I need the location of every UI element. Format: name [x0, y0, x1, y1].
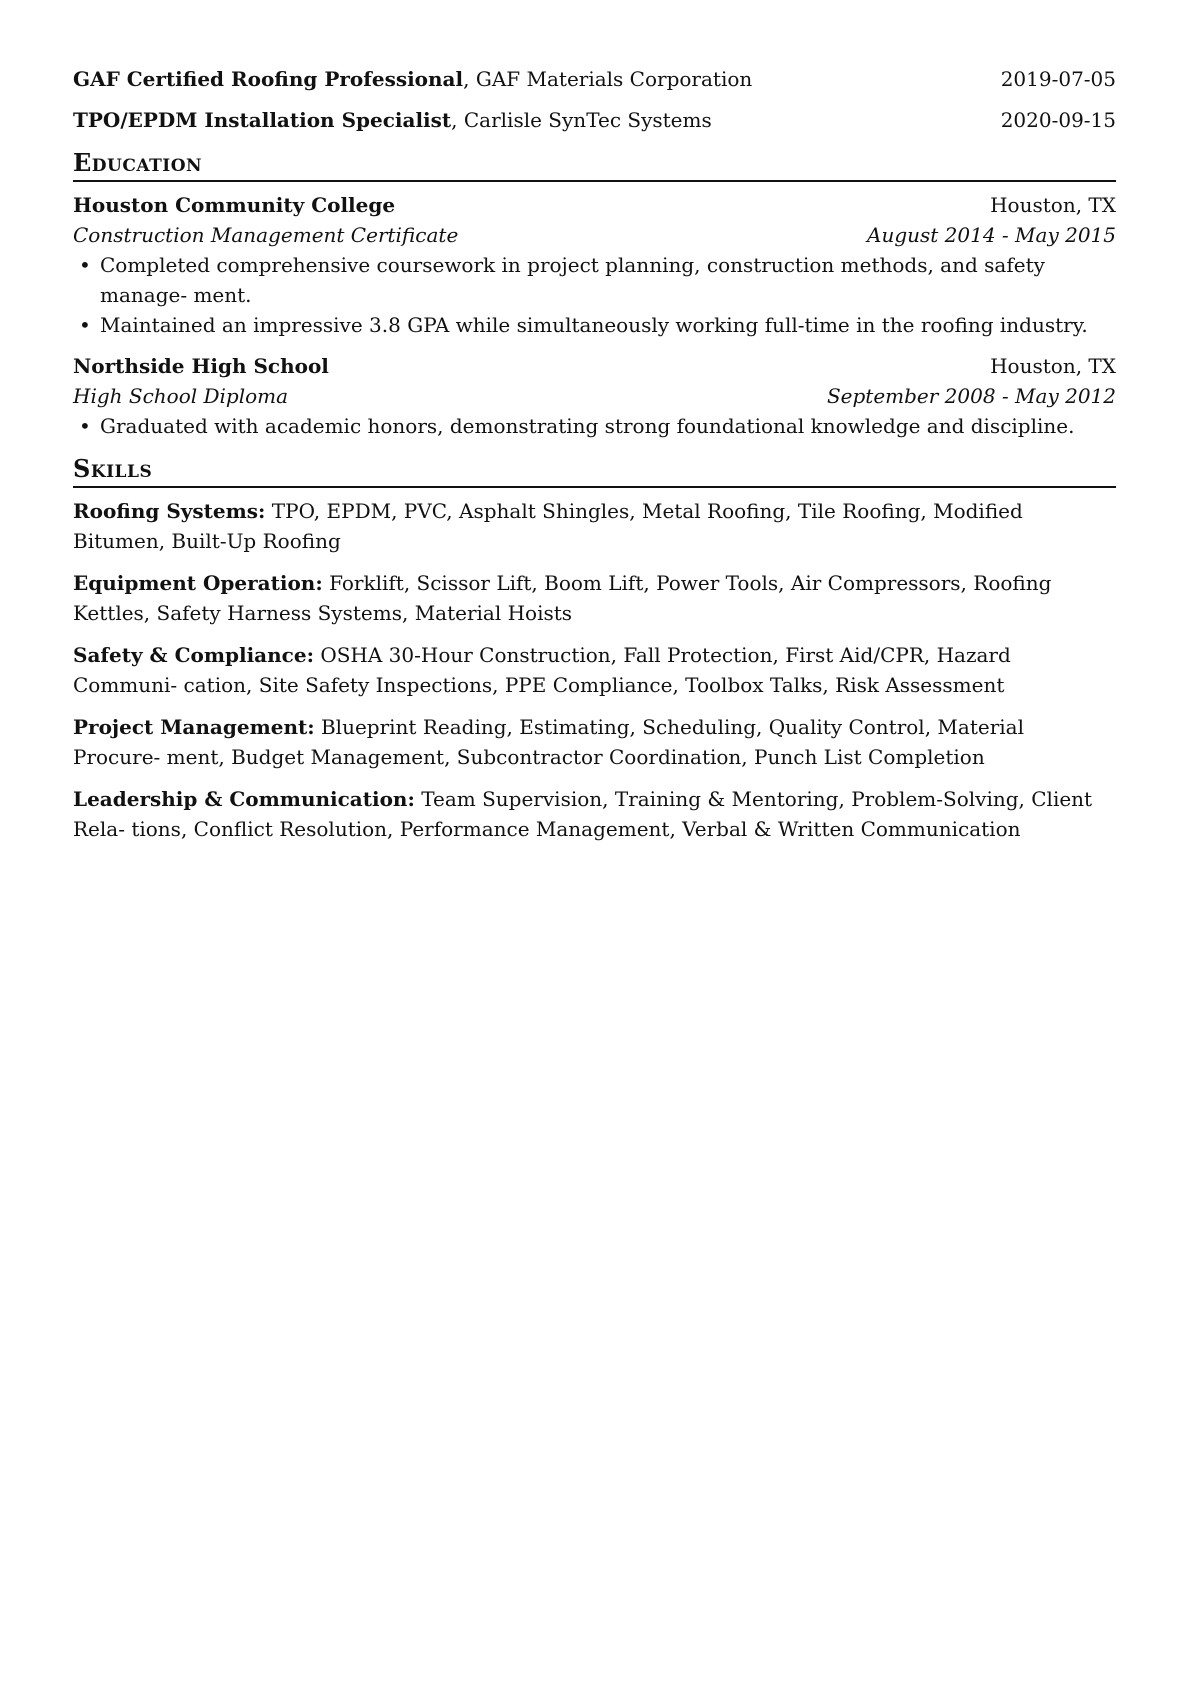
- skill-item: [73, 568, 1116, 628]
- bullet-item: • Completed comprehensive coursework in project planning, construction methods, and safety manage- ment.: [100, 250, 1116, 310]
- skill-value: Team Supervision, Training & Mentoring, Problem-Solving, Client Rela- tions, Conflict Resolution, Performance Management, Verbal & Written Communication: [73, 787, 1093, 841]
- education-header: [73, 351, 1116, 381]
- education-entry: [73, 190, 1116, 340]
- institution-location: Houston, TX: [990, 354, 1116, 378]
- certification-text: GAF Certified Roofing Professional, GAF Materials Corporation: [73, 67, 753, 91]
- skill-value: OSHA 30-Hour Construction, Fall Protection, First Aid/CPR, Hazard Communi- cation, Site Safety Inspections, PPE Compliance, Toolbox Talks, Risk Assessment: [73, 643, 1011, 697]
- education-dates: September 2008 - May 2012: [826, 384, 1116, 408]
- skill-item: [73, 496, 1116, 556]
- skill-label: Equipment Operation:: [73, 571, 323, 595]
- certification-issuer: Carlisle SynTec Systems: [463, 108, 712, 132]
- skill-label: Safety & Compliance:: [73, 643, 314, 667]
- institution-name: Houston Community College: [73, 193, 396, 217]
- skill-value: Forklift, Scissor Lift, Boom Lift, Power Tools, Air Compressors, Roofing Kettles, Safety Harness Systems, Material Hoists: [73, 571, 1052, 625]
- education-entry: [73, 351, 1116, 441]
- certification-name: TPO/EPDM Installation Specialist: [73, 108, 452, 132]
- certification-item: [73, 105, 1116, 135]
- bullet-item: • Maintained an impressive 3.8 GPA while simultaneously working full-time in the roofing industry.: [100, 310, 1116, 340]
- skill-item: [73, 712, 1116, 772]
- skill-item: [73, 784, 1116, 844]
- certification-item: [73, 64, 1116, 94]
- education-subheader: [73, 220, 1116, 250]
- education-section: [73, 146, 1116, 441]
- certification-name: GAF Certified Roofing Professional: [73, 67, 464, 91]
- education-header: [73, 190, 1116, 220]
- skill-label: Project Management:: [73, 715, 315, 739]
- certification-issuer: GAF Materials Corporation: [475, 67, 753, 91]
- skills-heading: Skills: [73, 452, 1116, 488]
- skills-section: [73, 452, 1116, 844]
- institution-location: Houston, TX: [990, 193, 1116, 217]
- certification-date: 2019-07-05: [1000, 67, 1116, 91]
- bullet-item: • Graduated with academic honors, demonstrating strong foundational knowledge and discipline.: [100, 411, 1116, 441]
- skill-label: Leadership & Communication:: [73, 787, 415, 811]
- education-dates: August 2014 - May 2015: [867, 223, 1116, 247]
- credential: High School Diploma: [73, 384, 289, 408]
- institution-name: Northside High School: [73, 354, 329, 378]
- certification-date: 2020-09-15: [1000, 108, 1116, 132]
- skill-value: Blueprint Reading, Estimating, Scheduling, Quality Control, Material Procure- ment, Budget Management, Subcontractor Coordination, Punch List Completion: [73, 715, 1024, 769]
- skill-label: Roofing Systems:: [73, 499, 266, 523]
- education-heading: Education: [73, 146, 1116, 182]
- education-bullets: [73, 250, 1116, 340]
- skill-item: [73, 640, 1116, 700]
- certification-text: TPO/EPDM Installation Specialist, Carlisle SynTec Systems: [73, 108, 712, 132]
- credential: Construction Management Certificate: [73, 223, 459, 247]
- education-bullets: [73, 411, 1116, 441]
- skill-value: TPO, EPDM, PVC, Asphalt Shingles, Metal Roofing, Tile Roofing, Modified Bitumen, Built-Up Roofing: [73, 499, 1023, 553]
- education-subheader: [73, 381, 1116, 411]
